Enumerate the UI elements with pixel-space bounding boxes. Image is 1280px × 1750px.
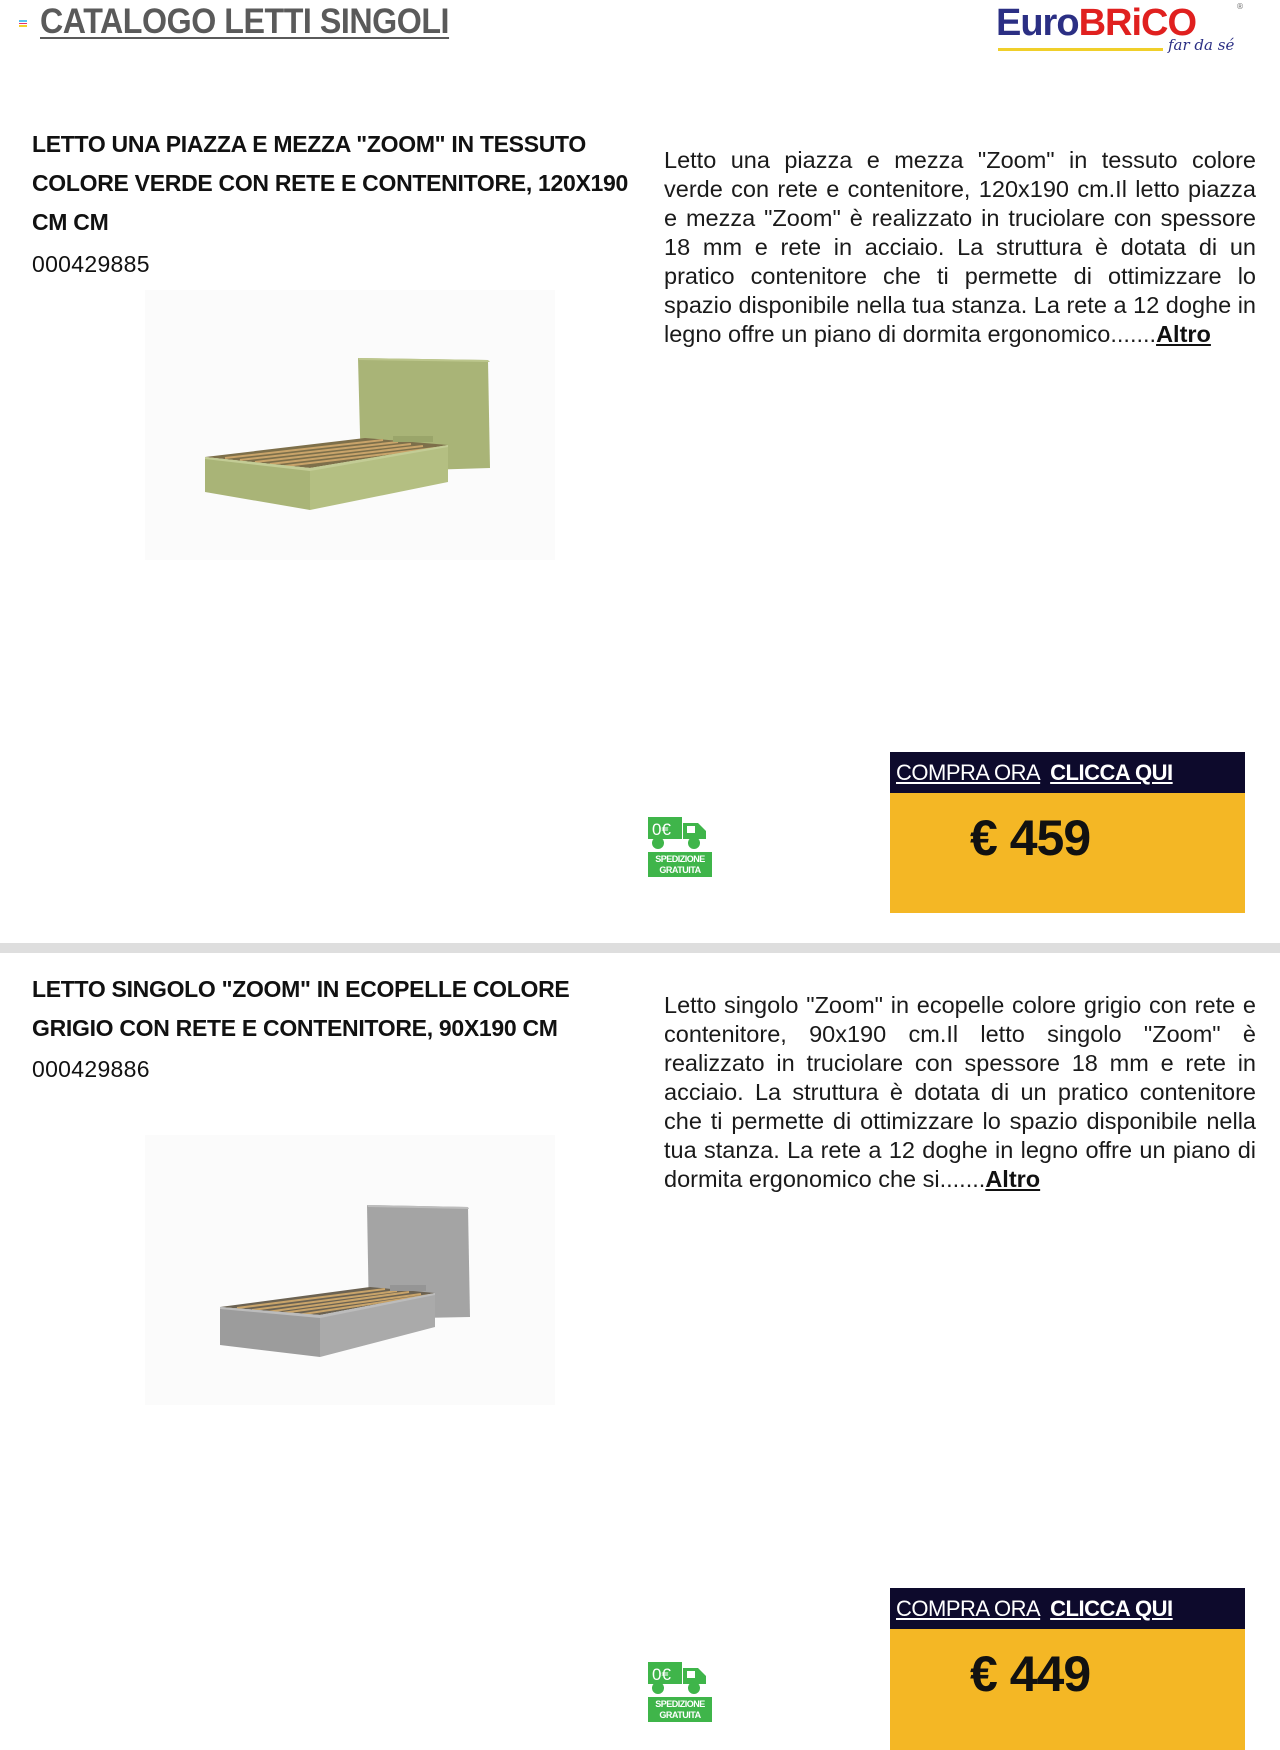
logo-wordmark: [996, 2, 1196, 45]
more-link[interactable]: Altro: [1156, 321, 1211, 347]
description-text: Letto una piazza e mezza "Zoom" in tessuto colore verde con rete e contenitore, 120x190 cm.Il letto piazza e mezza "Zoom" è realizzato in truciolare con spessore 18 mm e rete in acciaio. La struttura è dotata di un pratico contenitore che ti permette di ottimizzare lo spazio disponibile nella tua stanza. La rete a 12 doghe in legno offre un piano di dormita ergonomico.......: [664, 147, 1256, 347]
shipping-label-line1: SPEDIZIONE: [655, 1699, 705, 1709]
product-description: [664, 146, 1256, 349]
eurobrico-logo[interactable]: [996, 2, 1246, 58]
price-box: [890, 1588, 1245, 1750]
more-link[interactable]: Altro: [985, 1166, 1041, 1192]
bed-illustration: [145, 290, 555, 560]
shipping-label: [648, 852, 712, 877]
page-header: [0, 0, 1280, 60]
buy-bar: [890, 1588, 1245, 1629]
product-description: [664, 991, 1256, 1194]
delivery-truck-icon: [646, 815, 714, 851]
product-card: [0, 125, 1280, 915]
logo-tagline: far da sé: [1168, 36, 1235, 54]
svg-text:0€: 0€: [652, 1665, 671, 1684]
shipping-label-line2: GRATUITA: [659, 865, 701, 875]
shipping-label-line2: GRATUITA: [659, 1710, 701, 1720]
buy-now-link[interactable]: COMPRA ORA: [896, 759, 1041, 785]
separator: [0, 943, 1280, 953]
logo-euro: Euro: [996, 2, 1079, 44]
product-title: LETTO SINGOLO "ZOOM" IN ECOPELLE COLORE GRIGIO CON RETE E CONTENITORE, 90X190 CM: [32, 976, 570, 1041]
price-value: € 459: [970, 810, 1091, 866]
price-value: € 449: [970, 1646, 1091, 1702]
product-card: [0, 970, 1280, 1750]
product-image[interactable]: [145, 1135, 555, 1405]
product-image[interactable]: [145, 290, 555, 560]
catalog-title-link[interactable]: CATALOGO LETTI SINGOLI: [40, 2, 450, 41]
flag-icon: [19, 20, 27, 28]
click-here-link[interactable]: CLICCA QUI: [1050, 759, 1173, 785]
shipping-label-line1: SPEDIZIONE: [655, 854, 705, 864]
shipping-label: [648, 1697, 712, 1722]
price-area: [890, 793, 1245, 913]
buy-bar: [890, 752, 1245, 793]
logo-brico: BRiCO: [1078, 2, 1197, 44]
description-text: Letto singolo "Zoom" in ecopelle colore grigio con rete e contenitore, 90x190 cm.Il letto singolo "Zoom" è realizzato in truciolare con spessore 18 mm e rete in acciaio. La struttura è dotata di un pratico contenitore che ti permette di ottimizzare lo spazio disponibile nella tua stanza. La rete a 12 doghe in legno offre un piano di dormita ergonomico che si.......: [664, 992, 1256, 1192]
delivery-truck-icon: [646, 1660, 714, 1696]
product-code: 000429885: [32, 251, 150, 277]
click-here-link[interactable]: CLICCA QUI: [1050, 1595, 1173, 1621]
registered-mark: ®: [1236, 2, 1244, 11]
svg-text:0€: 0€: [652, 820, 671, 839]
free-shipping-badge: [646, 1660, 714, 1725]
price-box: [890, 752, 1245, 913]
buy-now-link[interactable]: COMPRA ORA: [896, 1595, 1041, 1621]
bed-illustration: [145, 1135, 555, 1405]
product-code: 000429886: [32, 1056, 150, 1082]
free-shipping-badge: [646, 815, 714, 880]
price-area: [890, 1629, 1245, 1750]
product-title: LETTO UNA PIAZZA E MEZZA "ZOOM" IN TESSUTO COLORE VERDE CON RETE E CONTENITORE, 120X190 CM CM: [32, 131, 629, 235]
logo-underline: [998, 48, 1163, 51]
